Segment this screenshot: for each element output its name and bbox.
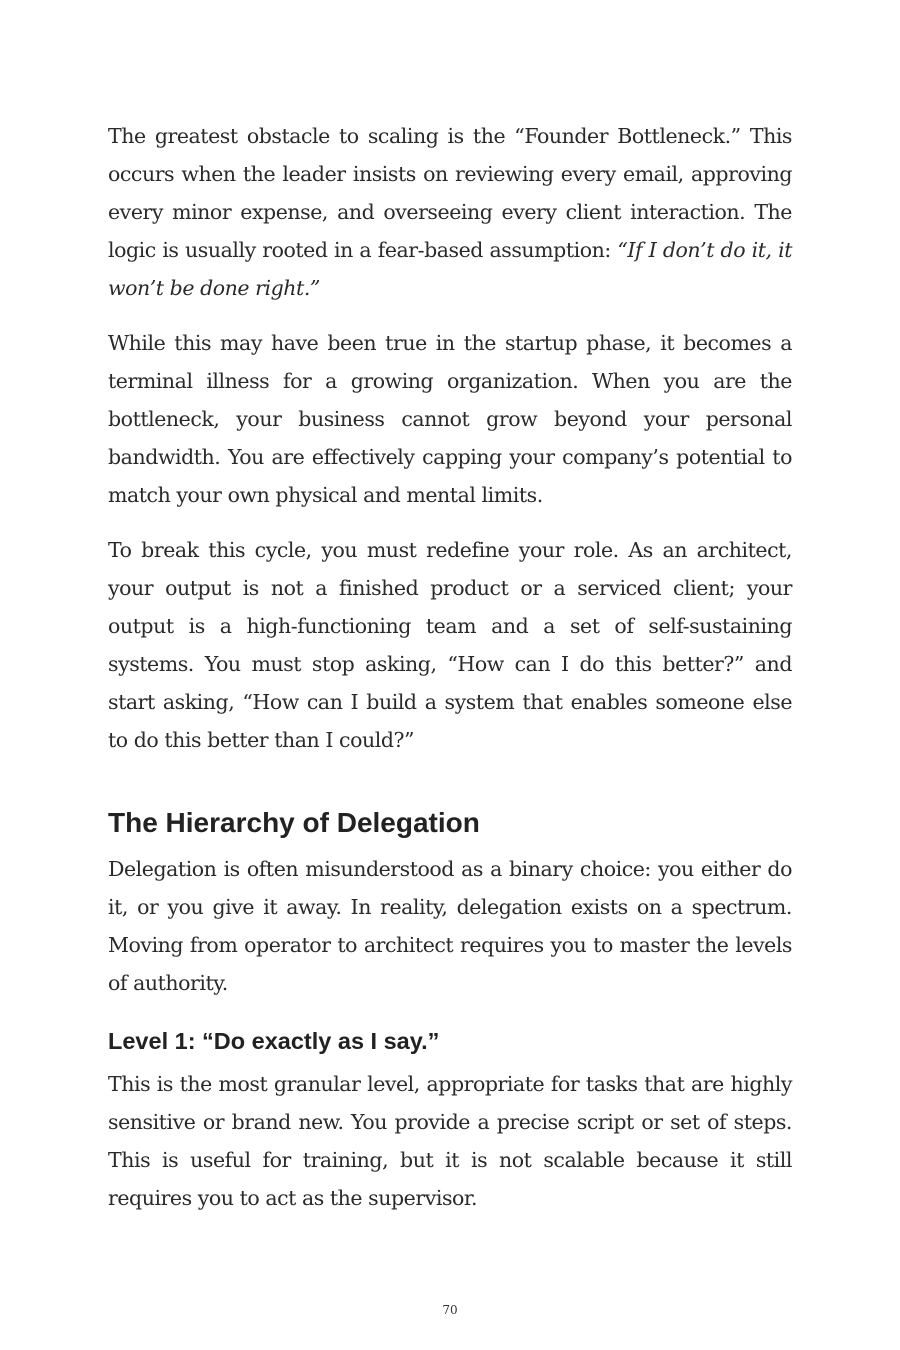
paragraph-level-1: This is the most granular level, appropriate for tasks that are highly sensitive or brand new. You provide a precise script or set of steps. This is useful for training, but it is not scalable because it still requires you to act as the supervisor. xyxy=(108,1072,792,1210)
page-body xyxy=(108,117,792,1217)
paragraph-founder-bottleneck xyxy=(108,117,792,307)
page-number: 70 xyxy=(442,1303,458,1317)
paragraph-text: The greatest obstacle to scaling is the “Founder Bottleneck.” This occurs when the leader insists on reviewing every email, approving every minor expense, and overseeing every client interaction. The logic is usually rooted in a fear-based assumption: xyxy=(108,124,792,262)
paragraph-delegation-intro: Delegation is often misunderstood as a binary choice: you either do it, or you give it away. In reality, delegation exists on a spectrum. Moving from operator to architect requires you to master the levels of authority. xyxy=(108,857,792,995)
subsection-heading-level-1: Level 1: “Do exactly as I say.” xyxy=(108,1028,440,1054)
paragraph-startup-phase: While this may have been true in the startup phase, it becomes a terminal illness for a growing organization. When you are the bottleneck, your business cannot grow beyond your personal bandwidth. You are effectively capping your company’s potential to match your own physical and mental limits. xyxy=(108,331,792,507)
paragraph-break-cycle: To break this cycle, you must redefine your role. As an architect, your output is not a finished product or a serviced client; your output is a high-functioning team and a set of self-sustaining systems. You must stop asking, “How can I do this better?” and start asking, “How can I build a system that enables someone else to do this better than I could?” xyxy=(108,538,792,752)
italic-quote: “If I don’t do it, it won’t be done right.” xyxy=(108,238,792,300)
section-heading: The Hierarchy of Delegation xyxy=(108,807,480,838)
